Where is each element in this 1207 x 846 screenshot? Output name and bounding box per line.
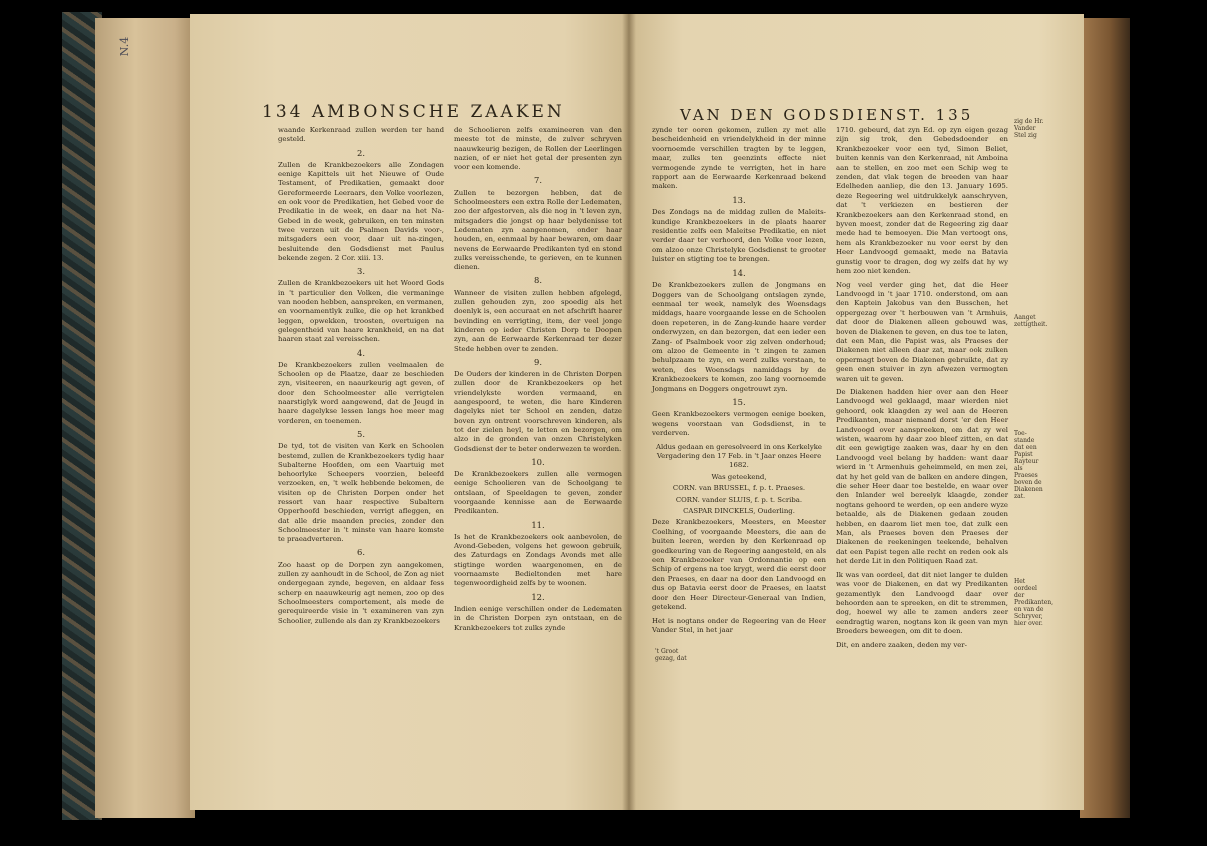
paragraph: zynde ter ooren gekomen, zullen zy met alle bescheidenheid en vriendelykheid in der minne voornoemde verschillen tragten by te leggen, maar, zulks ten geenzints effecte niet vermogende zynde te verrigten, het in hare rapport aan de Eerwaarde Kerkenraad bekend maken. — [652, 126, 826, 191]
paragraph: De Krankbezoekers zullen alle vermogen eenige Schoolieren van de Schoolgang te ontslaan, of Speeldagen te geven, zonder voorgaande kennisse aan de Eerwaarde Predikanten. — [454, 470, 622, 516]
article-number: 5. — [357, 428, 365, 439]
article-number: 4. — [357, 347, 365, 358]
signature-line: Was geteekend, — [711, 472, 767, 481]
paragraph: Wanneer de visiten zullen hebben afgelegd, zullen gehouden zyn, zoo spoedig als het doenlyk is, een accuraat en net afschrift haarer bevinding en verrigting, item, der veel jonge kinderen op ieder Christen Dorp te Doopen zyn, aan de Eerwaarde Kerkenraad ter dezer Stede hebben over te zenden. — [454, 288, 622, 353]
left-page-header: 134 AMBONSCHE ZAAKEN — [262, 102, 565, 122]
margin-note: zig de Hr. Vander Stel zig — [1014, 118, 1044, 139]
margin-note: Het oordeel der Predikanten, en van de Schryver, hier over. — [1014, 578, 1054, 627]
paragraph: Zullen de Krankbezoekers alle Zondagen eenige Kapittels uit het Nieuwe of Oude Testament, of Predikatien, gemaakt door Gereformeerde Leeraars, den Volke voorlezen, en ook voor de Predikatien, het Gebed voor de Predikatie in de week, en daar na het Na-Gebed in de week, gebruiken, en ten minsten twee verzen uit de Psalmen Davids voor-, mitsgaders een voor, daar uit na-zingen, besluitende den Godsdienst met Paulus bekende zegen. 2 Cor. xiii. 13. — [278, 160, 444, 262]
paragraph: 1710. gebeurd, dat zyn Ed. op zyn eigen gezag zijn sig trok, den Gebedsdoender en Krankbezoeker voor een tyd, Simon Beliet, buiten kennis van den Kerkenraad, nit Amboina aan te stellen, en zoo met een Schip weg te zenden, dat vlak tegen de breeden van haar Edelheden aanliep, die den 13. January 1695. deze Regeering wel uitdrukkelyk aanschryven, dat 't verkiezen en bestieren der Krankbezoekers aan den Kerkenraad stond, en byven moest, zonder dat de Regeering zig daar mede had te bemoeyen. Die Man vertoogt ons, hem als Krankbezoeker nu voor eerst by den Heer Landvoogd gemaakt, mede na Batavia gunstig voor te dragen, dog wy zelfs dat hy wy hem zoo niet kenden. — [836, 126, 1008, 276]
paragraph: waande Kerkenraad zullen werden ter hand gesteld. — [278, 126, 444, 144]
article-number: 14. — [732, 267, 746, 278]
article-number: 12. — [531, 591, 545, 602]
article-number: 8. — [534, 275, 542, 286]
book-gutter — [622, 14, 636, 810]
paragraph: De Diakenen hadden hier over aan den Heer Landvoogd wel geklaagd, maar wierden niet gehoord, ook klaagden zy wel aan de Heeren Predikanten, maar niemand dorst 'er den Heer Landvoogd over aanspreeken, om dat zy wel wisten, waarom hy daar zoo bleef zitten, en dat dit een gewigtige zaaken was, daar hy en den Landvoogd veel belang by hadden: want daar wierd in 't Armenhuis geheimmeld, en men zei, dat hy het geld van de balken en andere dingen, die seher Heer daar toe bestelde, en waar over den Inlander wel bereelyk klaagde, zonder nogtans gehoord te werden, op een andere wyze betaalde, als de Diakenen gedaan zouden hebben, en daarom liet men toe, dat zulk een Man, als Praeses boven den Praeses der Diakenen de reekeningen teekende, behalven dat een Papist tegen alle recht en reden ook als het derde Lit in den Politiquen Raad zat. — [836, 387, 1008, 566]
margin-note: Aanget zettigtheit. — [1014, 314, 1048, 328]
left-page-column-1 — [278, 126, 444, 630]
page-edges-left — [95, 18, 195, 818]
paragraph: Dit, en andere zaaken, deden my ver- — [836, 640, 967, 649]
paragraph: Zullen de Krankbezoekers uit het Woord Gods in 't particulier den Volken, die vermaninge van nooden hebben, aanspreken, en vermanen, en voornamentlyk zulke, die op het krankbed leggen, opwekken, troosten, overtuigen na gelegentheid van haare krankheid, en na dat haaren staat zal vereisschen. — [278, 279, 444, 344]
paragraph: De Ouders der kinderen in de Christen Dorpen zullen door de Krankbezoekers op het vriendelykste worden vermaand, en aangespoord, te weten, die hare Kinderen dagelyks niet ter School en zenden, datze boven zyn ontrent voorschreven kinderen, als tot der zielen heyl, te letten en bezorgen, om alzo in de gronden van onzen Christelyken Godsdienst der te beter onderwezen te worden. — [454, 370, 622, 453]
article-number: 7. — [534, 175, 542, 186]
margin-note: Toe-stande dat een Papist Rayteur als Praeses boven de Diakenen zat. — [1014, 430, 1043, 500]
right-page-header: VAN DEN GODSDIENST. 135 — [680, 106, 974, 124]
paragraph: Nog veel verder ging het, dat die Heer Landvoogd in 't jaar 1710. onderstond, om aan den Kaptein Jakobus van den Busschen, het oppergezag over 't herbouwen van 't Armhuis, dat door de Diakenen alleen gebouwd was, boven de Diakenen te geven, en dus toe te laten, dat een Man, die Papist was, als Praeses der Diakenen niet alleen daar zat, maar ook zulken oppermagt boven de Diakenen gebruikte, dat zy geen enen stuiver in zyn afwezen vermogten waren uit te geven. — [836, 280, 1008, 383]
article-number: 6. — [357, 547, 365, 558]
paragraph: Des Zondags na de middag zullen de Maleits-kundige Krankbezoekers in de plaats haarer residentie zelfs een Maleitse Predikatie, en niet verder daar ter verhoord, den Volke voor lezen, om alzoo onze Christelyke Godsdienst te grooter luister en stigting toe te brengen. — [652, 208, 826, 264]
article-number: 3. — [357, 266, 365, 277]
paragraph: Zoo haast op de Dorpen zyn aangekomen, zullen zy aanhoudt in de School, de Zon ag niet ondergegaan zynde, begeven, en aldaar fess scherp en naauwkeurig agt nemen, zoo op des Schoolmeesters comportement, als mede de gerequireerde visie in 't examineren van zyn Schoolier, zullende als dan zy Krankbezoekers — [278, 560, 444, 625]
paragraph: Het is nogtans onder de Regeering van de Heer Vander Stel, in het jaar — [652, 616, 826, 634]
handwritten-mark: N.4 — [118, 36, 132, 57]
left-page-column-2 — [454, 126, 622, 637]
paragraph: De tyd, tot de visiten van Kerk en Schoolen bestemd, zullen de Krankbezoekers tydig haar Subalterne Hoofden, om een Vaartuig met behoorlyke Scheepers voorzien, beleefd verzoeken, en, 't welk hebbende bekomen, de visiten op de Christen Dorpen onder het ressort van haar respective Subaltern Opperhoofd beschieden, verrigt afleggen, en dat alle drie maanden precies, zonder den Schoolmeester in 't minste van haare komste te praeadverteren. — [278, 442, 444, 544]
margin-note: 't Groot gezag, dat — [655, 648, 687, 662]
page-edges-right — [1080, 18, 1130, 818]
article-number: 9. — [534, 356, 542, 367]
article-number: 15. — [732, 396, 746, 407]
signature-line: CASPAR DINCKELS, Ouderling. — [683, 507, 795, 516]
paragraph: Geen Krankbezoekers vermogen eenige boeken, wegens voorstaan van Godsdienst, in te verderven. — [652, 410, 826, 438]
article-number: 13. — [732, 194, 746, 205]
paragraph: Deze Krankbezoekers, Meesters, en Meester Coelhing, of voorgaande Meesters, die aan de buiten leeren, werden by den Kerkenraad op goedkeuring van de Regeering aangesteld, en als een Krankbezoeker van Ordonnantie op een Schip of ergens na toe krygt, werd die eerst door den Praeses, en daar na door den Landvoogd en dus op Batavia eerst door de Praeses, en laatst door den Heer Directeur-Generaal van Indien, getekend. — [652, 518, 826, 612]
signature-line: CORN. vander SLUIS, f. p. t. Scriba. — [675, 495, 803, 504]
paragraph: De Krankbezoekers zullen veelmaalen de Schoolen op de Plaatze, daar ze beschieden zyn, visiteeren, en naaurkeurig agt geven, of door den Schoolmeester alle verrigtelen naarstiglyk word aangewend, dat de Jeugd in haare dagelykse lessen langs hoe meer mag vorderen, en toenemen. — [278, 360, 444, 425]
article-number: 11. — [531, 519, 545, 530]
article-number: 2. — [357, 147, 365, 158]
paragraph: de Schoolieren zelfs examineeren van den meeste tot de minste, de zulver schryven naauwkeurig bezigen, de Rollen der Leerlingen nazien, of er niet het getal der presenten zyn voor een komende. — [454, 126, 622, 172]
paragraph: Indien eenige verschillen onder de Ledematen in de Christen Dorpen zyn ontstaan, en de Krankbezoekers tot zulks zynde — [454, 604, 622, 632]
paragraph: Ik was van oordeel, dat dit niet langer te dulden was voor de Diakenen, en dat wy Predikanten gezamentlyk den Landvoogd daar over behoorden aan te spreeken, en dit te stremmen, dog, hoewel wy alle te zamen anders zeer eendragtig waren, nogtans kon ik geen van myn Broeders beweegen, om dit te doen. — [836, 570, 1008, 636]
signature-line: Aldus gedaan en geresolveerd in ons Kerkelyke Vergadering den 17 Feb. in 't Jaar onzes Heere 1682. — [656, 442, 822, 470]
right-page-column-2 — [836, 126, 1008, 654]
paragraph: Is het de Krankbezoekers ook aanbevolen, de Avond-Gebeden, volgens het gewoon gebruik, des Zaturdags en Zondags Avonds met alle stigtinge worden waargenomen, en de voornaamste Bedieltonden met hare tegenwoordigheid zelfs by te woonen. — [454, 532, 622, 588]
paragraph: De Krankbezoekers zullen de Jongmans en Doggers van de Schoolgang ontslagen zynde, eenmaal ter week, namelyk des Woensdags middags, haare voorgaande lesse en de Schoolen doen repeteren, in de Zang-kunde haare verder onderwyzen, en dan bezorgen, dat een ieder een Zang- of Psalmboek voor zig zelven onderhoud; om alzoo de Gemeente in 't zingen te zamen behulpzaam te zyn, en werd zulks verstaan, te weten, des Woensdags namiddags by de Krankbezoekers te komen, zoo lang voornoemde Jongmans en Doggers ongetrouwt zyn. — [652, 281, 826, 393]
signature-line: CORN. van BRUSSEL, f. p. t. Praeses. — [672, 484, 806, 493]
right-page-column-1 — [652, 126, 826, 639]
paragraph: Zullen te bezorgen hebben, dat de Schoolmeesters een extra Rolle der Ledematen, zoo der afgestorven, als die nog in 't leven zyn, mitsgaders die jongst op haar belydenisse tot Ledematen zyn aangenomen, onder haar houden, en, eenmaal by haar bewaren, om daar nevens de Eerwaarde Predikanten tyd en stond zulks vereisschende, te gerieven, en te kunnen dienen. — [454, 188, 622, 272]
article-number: 10. — [531, 456, 545, 467]
